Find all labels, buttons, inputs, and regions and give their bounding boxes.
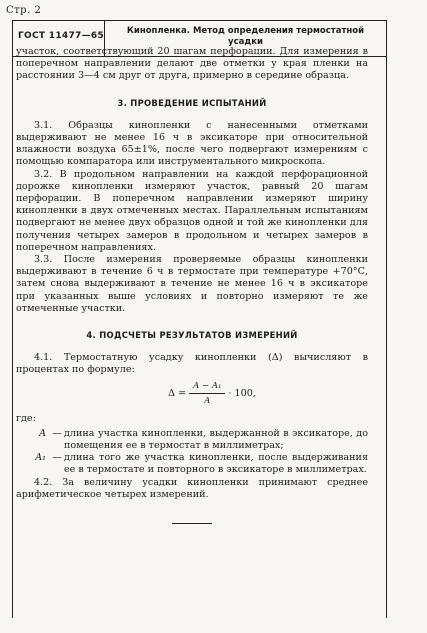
paragraph-4-2: 4.2. За величину усадки кинопленки принимают среднее арифметическое четырех измерений. [16,476,368,500]
definition-item [16,452,368,476]
definition-dash: — [52,427,62,439]
document-title-line2: усадки [228,37,263,47]
paragraph-4-1: 4.1. Термостатную усадку кинопленки (Δ) вычисляют в процентах по формуле: [16,352,368,376]
formula-numerator: A − A₁ [189,380,225,394]
definition-dash: — [52,452,62,464]
end-rule [172,523,212,524]
definition-item [16,428,368,452]
formula-lhs: Δ = [168,387,187,399]
section-4-heading: 4. ПОДСЧЕТЫ РЕЗУЛЬТАТОВ ИЗМЕРЕНИЙ [86,330,298,341]
paragraph-3-1: 3.1. Образцы кинопленки с нанесенными отметками выдерживают не менее 16 ч в эксикаторе при относительной влажности воздуха 65±1%, после чего подвергают измерениям с помощью компаратора или инструментального микроскопа. [16,119,368,168]
document-body [16,46,368,524]
where-label: где: [16,412,36,424]
page-number: Стр. 2 [6,5,42,16]
shrinkage-formula [56,380,368,407]
formula-denominator: A [204,396,211,407]
intro-paragraph: участок, соответствующий 20 шагам перфорации. Для измерения в поперечном направлении делают две отметки у края пленки на расстоянии 3—4 см друг от друга, примерно в середине образца. [16,46,368,82]
standard-number: ГОСТ 11477—65 [13,21,105,56]
section-3-heading: 3. ПРОВЕДЕНИЕ ИСПЫТАНИЙ [117,97,267,108]
definition-symbol: A₁ [35,452,46,464]
formula-fraction [189,380,225,407]
definitions-list [16,428,368,477]
formula-tail: · 100, [228,387,256,399]
paragraph-3-3: 3.3. После измерения проверяемые образцы кинопленки выдерживают в течение 6 ч в термостате при температуре +70°С, затем снова выдерживают в течение не менее 16 ч в эксикаторе при указанных выше условиях и повторно измеряют те же отмеченные участки. [16,254,368,314]
definition-text: длина участка кинопленки, выдержанной в эксикаторе, до помещения ее в термостат в миллиметрах; [64,427,368,452]
definition-text: длина того же участка кинопленки, после выдерживания ее в термостате и повторного в эксикаторе в миллиметрах. [64,452,368,476]
document-title-line1: Кинопленка. Метод определения термостатной [126,26,365,36]
definition-symbol: A [39,427,46,439]
paragraph-3-2: 3.2. В продольном направлении на каждой перфорационной дорожке кинопленки измеряют участок, равный 20 шагам перфорации. В поперечном направлении измеряют ширину кинопленки в двух отмеченных местах. Параллельным испытаниям подвергают не менее двух образцов одной и той же кинопленки для получения четырех замеров в продольном и четырех замеров в поперечном направлениях. [16,168,368,253]
